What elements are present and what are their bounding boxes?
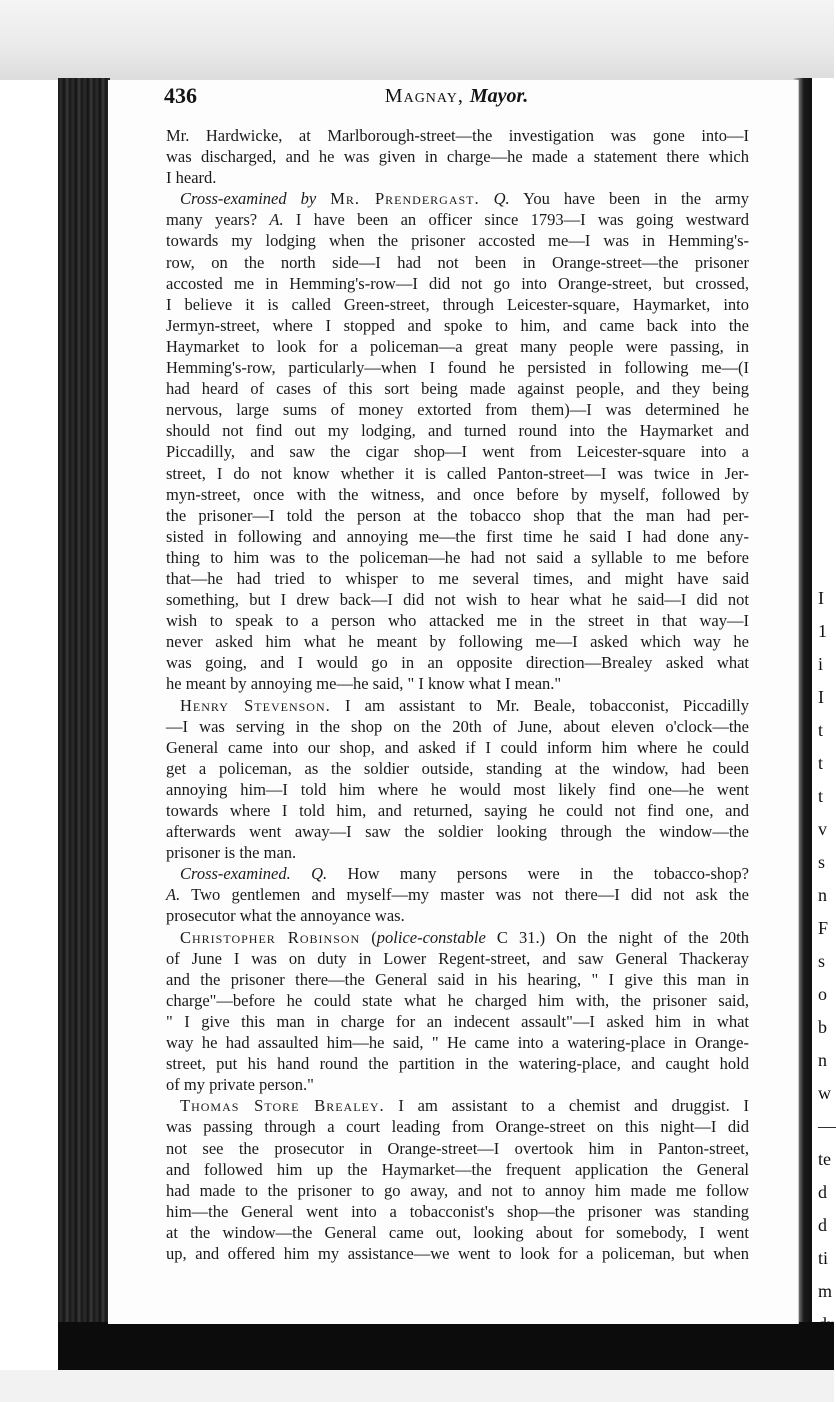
text-run: A. bbox=[166, 885, 181, 905]
text-run: was passing through a court leading from Orange-street on this night—I did bbox=[166, 1117, 749, 1137]
page-number: 436 bbox=[164, 83, 197, 108]
text-run: should not find out my lodging, and turned round into the Haymarket and bbox=[166, 421, 749, 441]
facing-page-fragment: s bbox=[818, 951, 826, 971]
text-line bbox=[166, 568, 749, 589]
text-run: I believe it is called Green-street, through Leicester-square, Haymarket, into bbox=[166, 294, 749, 314]
text-line bbox=[166, 1201, 749, 1222]
text-run: Haymarket to look for a policeman—a great many people were passing, in bbox=[166, 336, 749, 356]
text-run: row, on the north side—I had not been in Orange-street—the prisoner bbox=[166, 252, 749, 272]
text-run: that—he had tried to whisper to me several times, and might have said bbox=[166, 568, 749, 588]
text-line bbox=[166, 1180, 749, 1201]
text-run: Q. bbox=[493, 189, 510, 209]
text-line bbox=[166, 547, 749, 568]
text-line bbox=[166, 125, 749, 146]
facing-page-fragment: F bbox=[818, 918, 829, 938]
text-run: A. bbox=[269, 210, 284, 230]
facing-page-fragment: m bbox=[818, 1281, 833, 1301]
text-run: ( bbox=[360, 927, 377, 947]
text-line bbox=[166, 884, 749, 905]
text-run: prisoner is the man. bbox=[166, 843, 297, 863]
text-line bbox=[166, 1011, 749, 1032]
text-run: myn-street, once with the witness, and once before by myself, followed by bbox=[166, 484, 749, 504]
text-line bbox=[166, 441, 749, 462]
text-line bbox=[166, 505, 749, 526]
running-title-office: Mayor. bbox=[469, 85, 529, 107]
facing-page-fragment: I bbox=[818, 687, 824, 707]
text-line bbox=[166, 1095, 749, 1116]
facing-page-fragment: w bbox=[818, 1083, 831, 1103]
text-run: something, but I drew back—I did not wish to hear what he said—I did not bbox=[166, 590, 749, 610]
text-run: Mr. Hardwicke, at Marlborough-street—the investigation was gone into—I bbox=[166, 126, 749, 145]
text-run: towards my lodging when the prisoner accosted me—I was in Hemming's- bbox=[166, 231, 749, 251]
text-run: never asked him what he meant by following me—I asked which way he bbox=[166, 632, 749, 652]
facing-page-fragment: n bbox=[818, 885, 827, 905]
text-run: charge"—before he could state what he charged him with, the prisoner said, bbox=[166, 990, 749, 1010]
text-line bbox=[166, 463, 749, 484]
text-line bbox=[166, 737, 749, 758]
text-run: at the window—the General came out, looking about for somebody, I went bbox=[166, 1222, 749, 1242]
text-line bbox=[166, 927, 749, 948]
text-line bbox=[166, 1074, 749, 1095]
text-line bbox=[166, 526, 749, 547]
facing-page-fragment: 1 bbox=[818, 621, 827, 641]
text-run: Thomas Store Brealey. bbox=[180, 1096, 385, 1116]
text-run: How many persons were in the tobacco-shop? bbox=[327, 864, 749, 884]
text-run: Hemming's-row, particularly—when I found he persisted in following me—(I bbox=[166, 358, 749, 378]
text-run: get a policeman, as the soldier outside, standing at the window, had been bbox=[166, 758, 749, 778]
bottom-margin bbox=[0, 1370, 834, 1402]
facing-page-fragment: n bbox=[818, 1050, 827, 1070]
facing-page-edge bbox=[812, 78, 834, 1328]
text-run: Cross-examined by bbox=[180, 189, 331, 209]
text-run: Piccadilly, and saw the cigar shop—I went from Leicester-square into a bbox=[166, 442, 749, 462]
text-line bbox=[166, 336, 749, 357]
text-line bbox=[166, 294, 749, 315]
text-line bbox=[166, 610, 749, 631]
text-run: police-constable bbox=[376, 927, 486, 947]
text-line bbox=[166, 273, 749, 294]
text-run: towards where I told him, and returned, saying he could not find one, and bbox=[166, 801, 749, 820]
text-run: Q. bbox=[311, 864, 328, 884]
text-run: I heard. bbox=[166, 168, 217, 188]
text-line bbox=[166, 863, 749, 884]
text-run: street, I do not know whether it is called Panton-street—I was twice in Jer- bbox=[166, 463, 749, 483]
book-page bbox=[108, 80, 799, 1324]
text-run: prosecutor what the annoyance was. bbox=[166, 906, 405, 926]
text-line bbox=[166, 1243, 749, 1264]
facing-page-fragment: I bbox=[818, 588, 824, 608]
text-line bbox=[166, 357, 749, 378]
text-line bbox=[166, 652, 749, 673]
facing-page-fragment: t bbox=[818, 720, 824, 740]
text-run: street, put his hand round the partition in the watering-place, and caught hold bbox=[166, 1054, 749, 1074]
text-run: Christopher Robinson bbox=[180, 927, 361, 947]
text-run: Cross-examined. bbox=[180, 864, 291, 884]
text-run: I have been an officer since 1793—I was going westward bbox=[283, 210, 749, 230]
text-run: Henry Stevenson. bbox=[180, 695, 331, 715]
book-binding-spine bbox=[58, 78, 110, 1350]
text-line bbox=[166, 673, 749, 694]
text-line bbox=[166, 1222, 749, 1243]
text-run: of June I was on duty in Lower Regent-street, and saw General Thackeray bbox=[166, 948, 749, 968]
text-run: way he had assaulted him—he said, " He came into a watering-place in Orange- bbox=[166, 1033, 749, 1053]
text-run: accosted me in Hemming's-row—I did not go into Orange-street, but crossed, bbox=[166, 273, 749, 293]
facing-page-fragment: d bbox=[818, 1182, 827, 1202]
text-run bbox=[291, 864, 311, 883]
text-line bbox=[166, 230, 749, 251]
text-run: of my private person." bbox=[166, 1075, 314, 1095]
facing-page-fragment: ti bbox=[818, 1248, 829, 1268]
text-run: General came into our shop, and asked if I could inform him where he could bbox=[166, 737, 749, 757]
text-line bbox=[166, 695, 749, 716]
text-line bbox=[166, 990, 749, 1011]
text-run: up, and offered him my assistance—we went to look for a policeman, but when bbox=[166, 1243, 749, 1263]
text-run: he meant by annoying me—he said, " I know what I mean." bbox=[166, 674, 562, 694]
text-line bbox=[166, 969, 749, 990]
text-run: and the prisoner there—the General said in his hearing, " I give this man in bbox=[166, 969, 749, 989]
text-line bbox=[166, 589, 749, 610]
text-line bbox=[166, 209, 749, 230]
text-line bbox=[166, 1116, 749, 1137]
text-line bbox=[166, 905, 749, 926]
running-title-name: Magnay, bbox=[384, 85, 464, 107]
facing-page-fragment: v bbox=[818, 819, 827, 839]
text-line bbox=[166, 420, 749, 441]
text-line bbox=[166, 315, 749, 336]
text-line bbox=[166, 484, 749, 505]
text-run: C 31.) On the night of the 20th bbox=[485, 927, 749, 947]
text-line bbox=[166, 378, 749, 399]
text-run: had made to the prisoner to go away, and not to annoy him made me follow bbox=[166, 1180, 749, 1200]
text-run: " I give this man in charge for an indecent assault"—I asked him in what bbox=[166, 1011, 749, 1031]
text-run: Jermyn-street, where I stopped and spoke to him, and came back into the bbox=[166, 315, 749, 335]
text-run: the prisoner—I told the person at the tobacco shop that the man had per- bbox=[166, 505, 749, 525]
text-line bbox=[166, 188, 749, 209]
text-line bbox=[166, 821, 749, 842]
text-run: was going, and I would go in an opposite direction—Brealey asked what bbox=[166, 653, 749, 673]
text-run: I am assistant to a chemist and druggist. I bbox=[384, 1096, 749, 1116]
facing-page-fragment: o bbox=[818, 984, 827, 1004]
text-line bbox=[166, 1138, 749, 1159]
text-run: him—the General went into a tobacconist's shop—the prisoner was standing bbox=[166, 1201, 749, 1221]
facing-page-fragment: t bbox=[818, 786, 824, 806]
text-line bbox=[166, 252, 749, 273]
running-title bbox=[164, 85, 749, 108]
facing-page-fragment: t bbox=[818, 753, 824, 773]
text-run: Mr. Prendergast. bbox=[330, 189, 480, 209]
text-run: was discharged, and he was given in charge—he made a statement there which bbox=[166, 147, 749, 167]
text-run: annoying him—I told him where he would most likely find one—he went bbox=[166, 779, 749, 799]
text-run: You have been in the army bbox=[509, 189, 750, 209]
text-run: had heard of cases of this sort being made against people, and they being bbox=[166, 379, 749, 399]
text-line bbox=[166, 1032, 749, 1053]
body-text bbox=[166, 125, 749, 1264]
text-run: I am assistant to Mr. Beale, tobacconist, Piccadilly bbox=[330, 695, 749, 715]
text-run: and followed him up the Haymarket—the frequent application the General bbox=[166, 1159, 749, 1179]
text-run: sisted in following and annoying me—the first time he said I had done any- bbox=[166, 526, 749, 546]
text-run bbox=[480, 189, 494, 208]
text-line bbox=[166, 758, 749, 779]
text-line bbox=[166, 842, 749, 863]
top-page-edge bbox=[0, 0, 834, 80]
facing-page-fragment: te bbox=[818, 1149, 831, 1169]
text-run: not see the prosecutor in Orange-street—I overtook him in Panton-street, bbox=[166, 1138, 749, 1158]
text-line bbox=[166, 167, 749, 188]
text-line bbox=[166, 399, 749, 420]
text-run: wish to speak to a person who attacked me in the street in that way—I bbox=[166, 611, 749, 631]
text-line bbox=[166, 631, 749, 652]
bottom-shadow-band bbox=[58, 1322, 834, 1370]
text-line bbox=[166, 146, 749, 167]
text-run: afterwards went away—I saw the soldier looking through the window—the bbox=[166, 822, 749, 842]
text-line bbox=[166, 1053, 749, 1074]
facing-page-fragment: s bbox=[818, 852, 826, 872]
text-line bbox=[166, 716, 749, 737]
text-run: thing to him was to the policeman—he had not said a syllable to me before bbox=[166, 547, 749, 567]
facing-page-fragment: i bbox=[818, 654, 824, 674]
running-head bbox=[164, 83, 749, 115]
facing-page-fragment: b bbox=[818, 1017, 827, 1037]
text-run: —I was serving in the shop on the 20th of June, about eleven o'clock—the bbox=[166, 716, 749, 736]
text-line bbox=[166, 779, 749, 800]
text-line bbox=[166, 800, 749, 821]
text-run: many years? bbox=[166, 210, 270, 230]
text-run: nervous, large sums of money extorted from them)—I was determined he bbox=[166, 400, 749, 420]
text-run: Two gentlemen and myself—my master was not there—I did not ask the bbox=[180, 885, 749, 905]
text-line bbox=[166, 1159, 749, 1180]
facing-page-fragment: — bbox=[818, 1116, 836, 1136]
text-line bbox=[166, 948, 749, 969]
facing-page-fragment: d bbox=[818, 1215, 827, 1235]
